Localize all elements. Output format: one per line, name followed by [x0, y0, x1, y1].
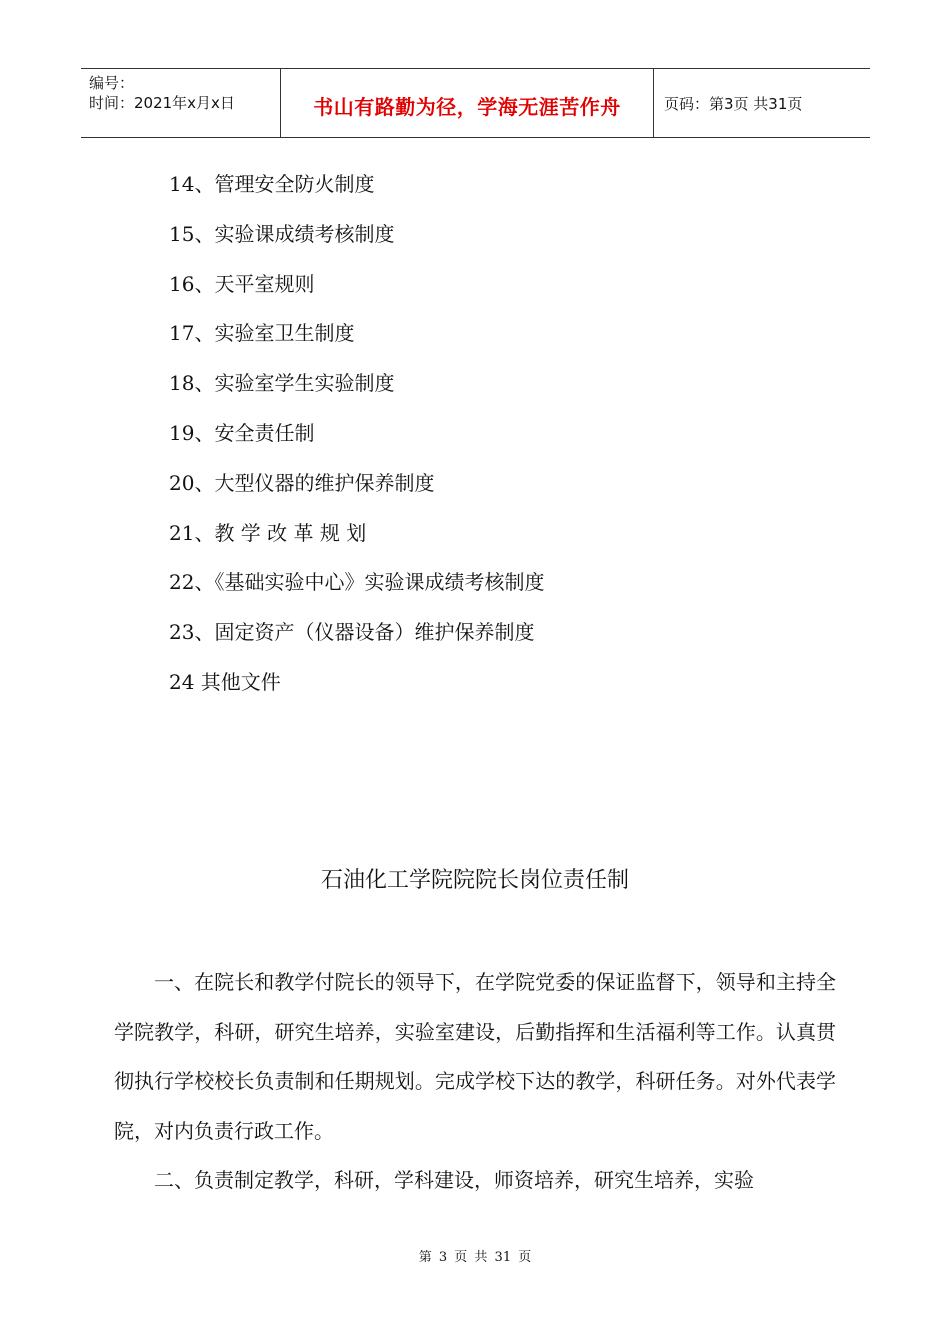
toc-item: 23、固定资产（仪器设备）维护保养制度: [169, 620, 535, 645]
toc-item: 19、安全责任制: [169, 420, 315, 445]
toc-item: 17、实验室卫生制度: [169, 321, 355, 346]
toc-item: 24 其他文件: [169, 669, 281, 694]
toc-item: 16、天平室规则: [169, 271, 315, 296]
toc-item: 15、实验课成绩考核制度: [169, 221, 395, 246]
page-footer: 第 3 页 共 31 页: [418, 1250, 532, 1265]
document-time-label: 时间：2021年x月x日: [89, 94, 235, 112]
toc-item: 18、实验室学生实验制度: [169, 371, 395, 396]
toc-item: 22、《基础实验中心》实验课成绩考核制度: [169, 570, 545, 595]
toc-item: 14、管理安全防火制度: [169, 172, 375, 196]
section-title: 石油化工学院院院长岗位责任制: [320, 868, 629, 893]
toc-item: 20、大型仪器的维护保养制度: [169, 470, 435, 495]
document-number-label: 编号：: [89, 74, 135, 92]
header-meta: [81, 69, 281, 137]
header-page-info: 页码：第3页 共31页: [664, 94, 803, 113]
paragraph: 二、负责制定教学，科研，学科建设，师资培养，研究生培养，实验: [154, 1168, 754, 1192]
header-motto: 书山有路勤为径，学海无涯苦作舟: [281, 69, 654, 137]
toc-item: 21、教 学 改 革 规 划: [169, 520, 367, 545]
section-body: [114, 958, 836, 1206]
page-header: [81, 68, 870, 138]
paragraph: 一、在院长和教学付院长的领导下，在学院党委的保证监督下，领导和主持全学院教学，科研，研究生培养，实验室建设，后勤指挥和生活福利等工作。认真贯彻执行学校校长负责制和任期规划。完成学校下达的教学，科研任务。对外代表学院，对内负责行政工作。: [114, 970, 836, 1143]
table-of-contents: [169, 166, 544, 714]
